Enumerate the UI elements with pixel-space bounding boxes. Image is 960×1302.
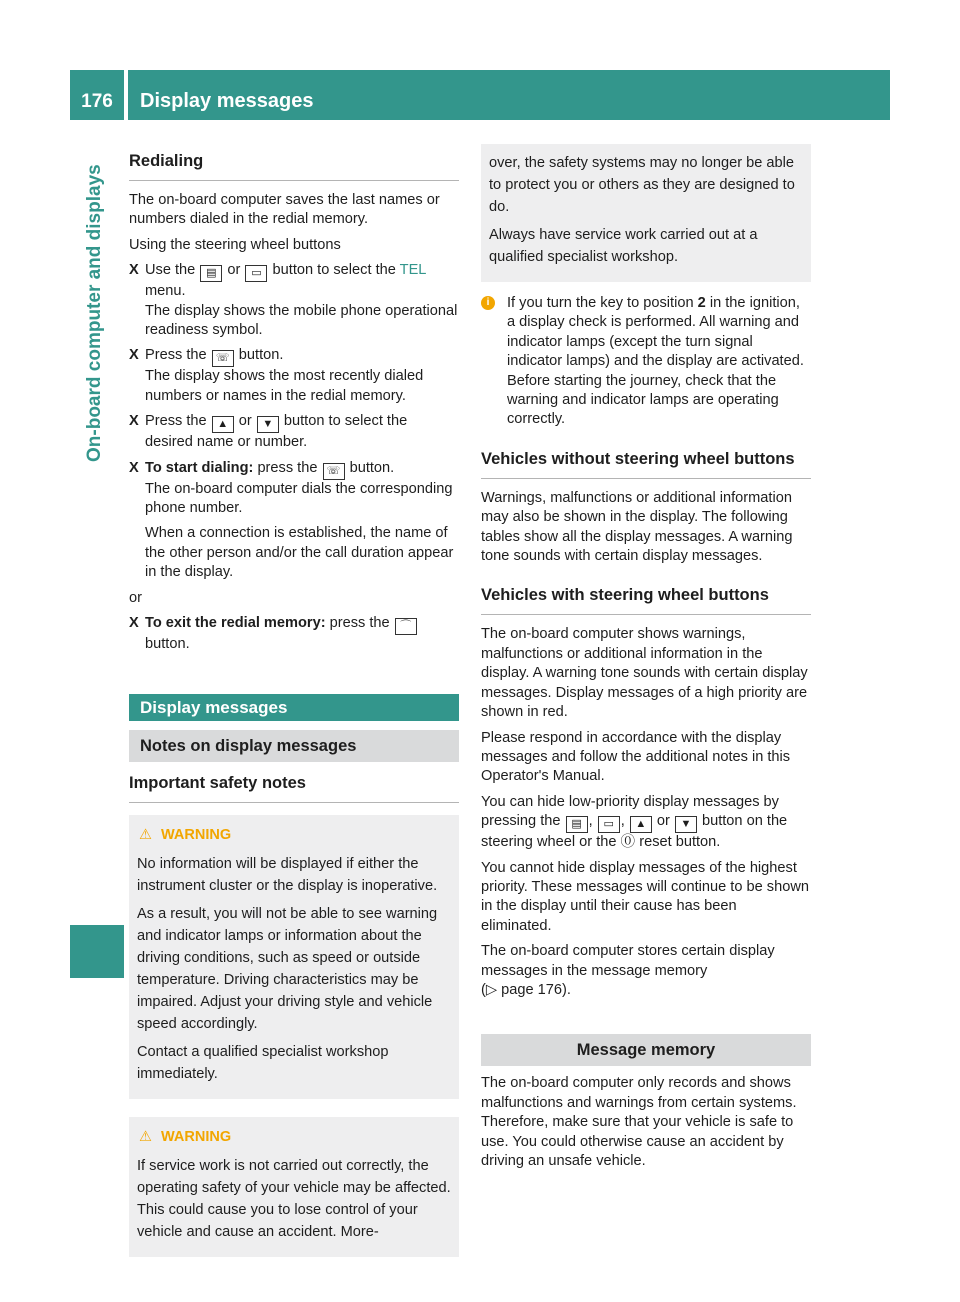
- reset-button-icon: ⓪: [620, 834, 636, 851]
- with-buttons-p4: You cannot hide display messages of the highest priority. These messages will continue to be shown in the display until their cause has been eliminated.: [481, 859, 809, 934]
- step-select-tel: X Use the ▤ or ▭ button to select the TEL menu. The display shows the mobile phone operational readiness symbol.: [129, 262, 458, 339]
- step1-result: The display shows the mobile phone operational readiness symbol.: [145, 302, 458, 339]
- step4-result-1: The on-board computer dials the corresponding phone number.: [145, 480, 453, 517]
- info-note: i If you turn the key to position 2 in the ignition, a display check is performed. All warning and indicator lamps (except the turn signal indicator lamps) and the display are activated. Before starting the journey, check that the warning and indicator lamps are operating correctly.: [481, 294, 811, 430]
- sidebar-label: On-board computer and displays: [84, 164, 105, 462]
- step-press-phone: X Press the ☏ button. The display shows the most recently dialed numbers or names in the redial memory.: [129, 347, 424, 404]
- tel-menu-label: TEL: [399, 262, 426, 279]
- step-exit-redial: X To exit the redial memory: press the ⌒ button.: [129, 614, 459, 654]
- with-buttons-p3: You can hide low-priority display messages by pressing the ▤ , ▭ , ▲ or ▼ button on the steering wheel or the ⓪ reset button.: [481, 793, 788, 851]
- arrow-icon: X: [129, 347, 139, 364]
- down-button-icon: ▼: [257, 416, 279, 433]
- forward-button-icon: ▭: [245, 265, 267, 282]
- warning-header: ⚠ WARNING: [137, 1128, 451, 1147]
- phone-button-icon: ☏: [212, 350, 234, 367]
- redial-intro: The on-board computer saves the last names or numbers dialed in the redial memory.: [129, 192, 440, 228]
- step4-result-2: When a connection is established, the name of the other person and/or the call duration appear in the display.: [145, 525, 454, 581]
- steering-buttons-label: Using the steering wheel buttons: [129, 236, 341, 253]
- display-messages-banner: Display messages: [129, 694, 459, 721]
- warning-header: ⚠ WARNING: [137, 826, 451, 845]
- phone-button-icon: ☏: [323, 463, 345, 480]
- warning1-p1: No information will be displayed if either the instrument cluster or the display is inoperative.: [137, 855, 438, 894]
- right-column: [481, 150, 811, 1177]
- with-buttons-p5: The on-board computer stores certain display messages in the message memory (▷ page 176).: [481, 943, 775, 998]
- down-button-icon: ▼: [675, 816, 697, 833]
- up-button-icon: ▲: [212, 416, 234, 433]
- forward-button-icon: ▭: [598, 816, 620, 833]
- back-button-icon: ▤: [200, 265, 222, 282]
- notes-banner: Notes on display messages: [129, 730, 459, 762]
- warning-box-2: [129, 1117, 459, 1257]
- page-title: Display messages: [140, 90, 314, 112]
- with-buttons-p2: Please respond in accordance with the display messages and follow the additional notes in this Operator's Manual.: [481, 729, 791, 785]
- message-memory-banner: Message memory: [481, 1034, 811, 1066]
- header-divider: [124, 70, 128, 120]
- warning-icon: ⚠: [139, 826, 152, 843]
- up-button-icon: ▲: [630, 816, 652, 833]
- page-reference-link[interactable]: (▷ page 176).: [481, 981, 571, 998]
- with-buttons-p1: The on-board computer shows warnings, malfunctions or additional information in the display. A warning tone sounds with certain display messages. Display messages of a high priority are shown in red.: [481, 626, 808, 721]
- safety-heading: Important safety notes: [129, 772, 459, 803]
- sidebar-block: [70, 925, 124, 978]
- warning-box-1: [129, 815, 459, 1099]
- warning1-p2: As a result, you will not be able to see warning and indicator lamps or information about the driving conditions, such as speed or outside temperature. Driving characteristics may be impaired. Adjust your driving style and vehicle speed accordingly.: [137, 905, 438, 1032]
- left-column: [129, 150, 459, 1257]
- warning2-p1: If service work is not carried out correctly, the operating safety of your vehicle may be affected. This could cause you to lose control of your vehicle and cause an accident. More-: [137, 1158, 451, 1241]
- arrow-icon: X: [129, 262, 139, 279]
- page-number: 176: [81, 91, 113, 112]
- back-button-icon: ▤: [566, 816, 588, 833]
- no-buttons-heading: Vehicles without steering wheel buttons: [481, 448, 811, 479]
- warning-box-continued: [481, 144, 811, 282]
- step2-result: The display shows the most recently dialed numbers or names in the redial memory.: [145, 368, 424, 404]
- redial-heading: Redialing: [129, 150, 459, 181]
- info-icon: i: [481, 296, 495, 310]
- with-buttons-heading: Vehicles with steering wheel buttons: [481, 584, 811, 615]
- warning1-p3: Contact a qualified specialist workshop immediately.: [137, 1043, 389, 1082]
- arrow-icon: X: [129, 459, 139, 476]
- step-start-dialing: X To start dialing: press the ☏ button. The on-board computer dials the corresponding phone number. When a connection is established, the name of the other person and/or the call duration appear in the display.: [129, 459, 459, 583]
- warning2-continued: over, the safety systems may no longer be able to protect you or others as they are designed to do.: [489, 155, 795, 215]
- message-memory-text: The on-board computer only records and shows malfunctions and warnings from certain systems. Therefore, make sure that your vehicle is safe to use. You could otherwise cause an accident by driving an unsafe vehicle.: [481, 1075, 797, 1169]
- arrow-icon: X: [129, 413, 139, 430]
- or-text: or: [129, 589, 142, 606]
- arrow-icon: X: [129, 615, 139, 632]
- warning2-advice: Always have service work carried out at a qualified specialist workshop.: [489, 227, 758, 265]
- warning-icon: ⚠: [139, 1128, 152, 1145]
- no-buttons-text: Warnings, malfunctions or additional information may also be shown in the display. The following tables show all the display messages. A warning tone sounds with certain display messages.: [481, 489, 793, 565]
- step-select-name: X Press the ▲ or ▼ button to select the desired name or number.: [129, 413, 408, 451]
- hangup-button-icon: ⌒: [395, 618, 417, 635]
